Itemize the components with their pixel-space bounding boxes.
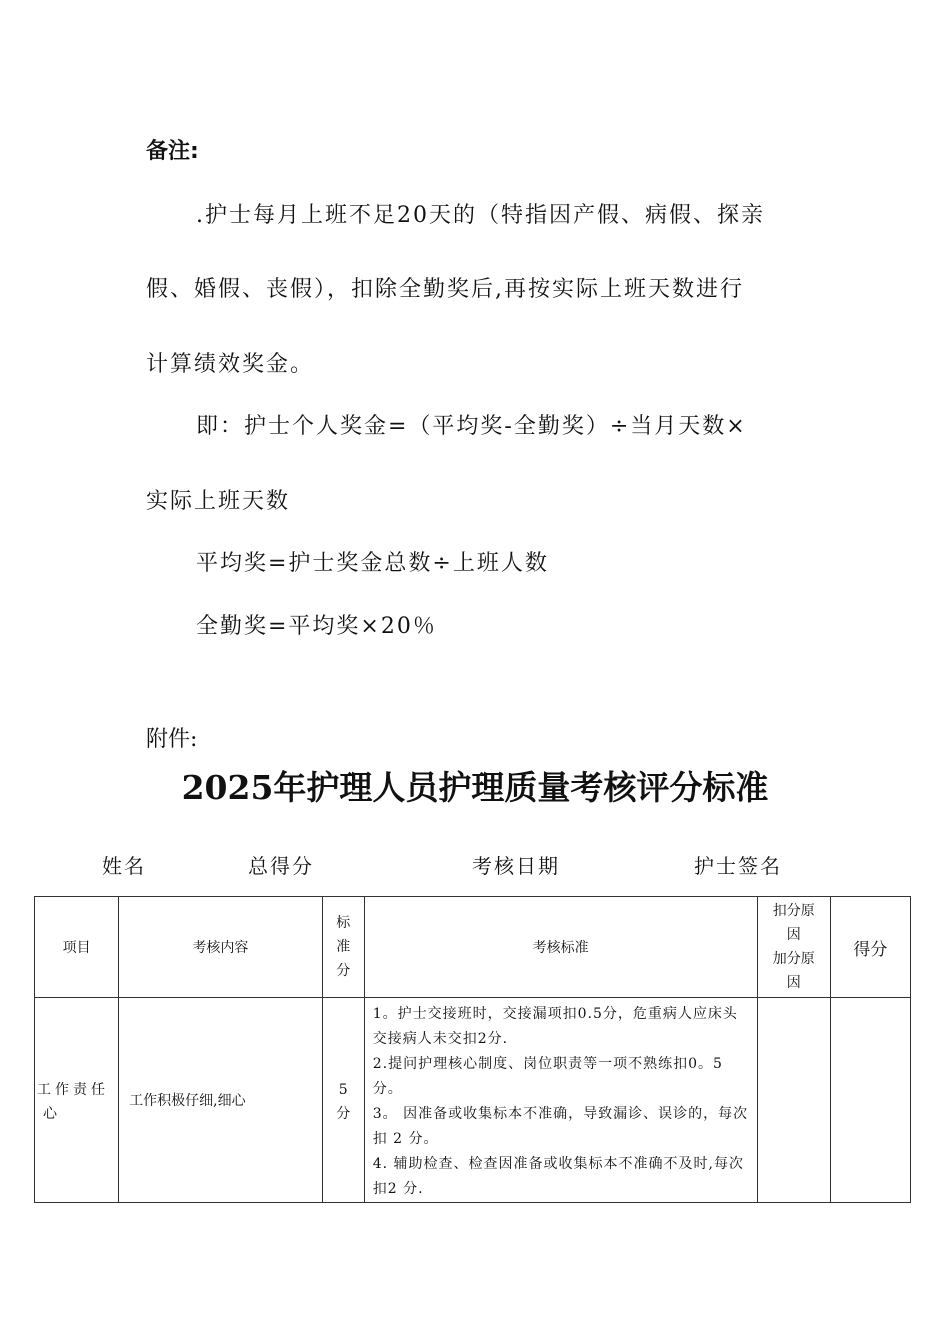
attachment-label: 附件: bbox=[146, 727, 198, 752]
criteria-item-3: 3。 因准备或收集标本不准确，导致漏诊、误诊的，每次扣 2 分。 bbox=[372, 1106, 749, 1147]
row-reason[interactable] bbox=[757, 998, 830, 1203]
notes-line-2: 假、婚假、丧假），扣除全勤奖后,再按实际上班天数进行 bbox=[146, 277, 744, 302]
field-date-label: 考核日期 bbox=[472, 854, 560, 878]
row-standard-score: 5 分 bbox=[322, 998, 364, 1203]
criteria-item-2: 2.提问护理核心制度、岗位职责等一项不熟练扣0。5分。 bbox=[372, 1056, 723, 1097]
full-attendance-formula: 全勤奖=平均奖×20％ bbox=[196, 614, 437, 639]
notes-title: 备注: bbox=[146, 139, 199, 164]
field-total-score-label: 总得分 bbox=[248, 854, 314, 878]
criteria-item-4: 4. 辅助检查、检查因准备或收集标本不准确不及时,每次扣2 分. bbox=[372, 1156, 744, 1197]
header-criteria: 考核标准 bbox=[364, 897, 757, 998]
header-item: 项目 bbox=[35, 897, 119, 998]
document-title: 2025年护理人员护理质量考核评分标准 bbox=[181, 768, 769, 807]
row-score[interactable] bbox=[830, 998, 910, 1203]
scoring-table bbox=[34, 896, 911, 1203]
field-signature-label: 护士签名 bbox=[694, 854, 782, 878]
row-content: 工作积极仔细,细心 bbox=[119, 998, 322, 1203]
table-row bbox=[35, 998, 911, 1203]
header-reason: 扣分原 因 加分原 因 bbox=[757, 897, 830, 998]
header-content: 考核内容 bbox=[119, 897, 322, 998]
header-score: 得分 bbox=[830, 897, 910, 998]
formula-line-1: 即：护士个人奖金=（平均奖-全勤奖）÷当月天数× bbox=[196, 414, 747, 439]
formula-line-2: 实际上班天数 bbox=[146, 489, 291, 514]
header-standard-score: 标 准 分 bbox=[322, 897, 364, 998]
row-criteria bbox=[364, 998, 757, 1203]
table-header-row bbox=[35, 897, 911, 998]
notes-line-1: .护士每月上班不足20天的（特指因产假、病假、探亲 bbox=[196, 203, 765, 228]
notes-line-3: 计算绩效奖金。 bbox=[146, 352, 315, 377]
criteria-item-1: 1。护士交接班时，交接漏项扣0.5分，危重病人应床头交接病人未交扣2分. bbox=[372, 1006, 738, 1047]
field-name-label: 姓名 bbox=[102, 854, 146, 878]
row-item: 工作责任 心 bbox=[35, 998, 119, 1203]
average-bonus-formula: 平均奖=护士奖金总数÷上班人数 bbox=[196, 551, 549, 576]
